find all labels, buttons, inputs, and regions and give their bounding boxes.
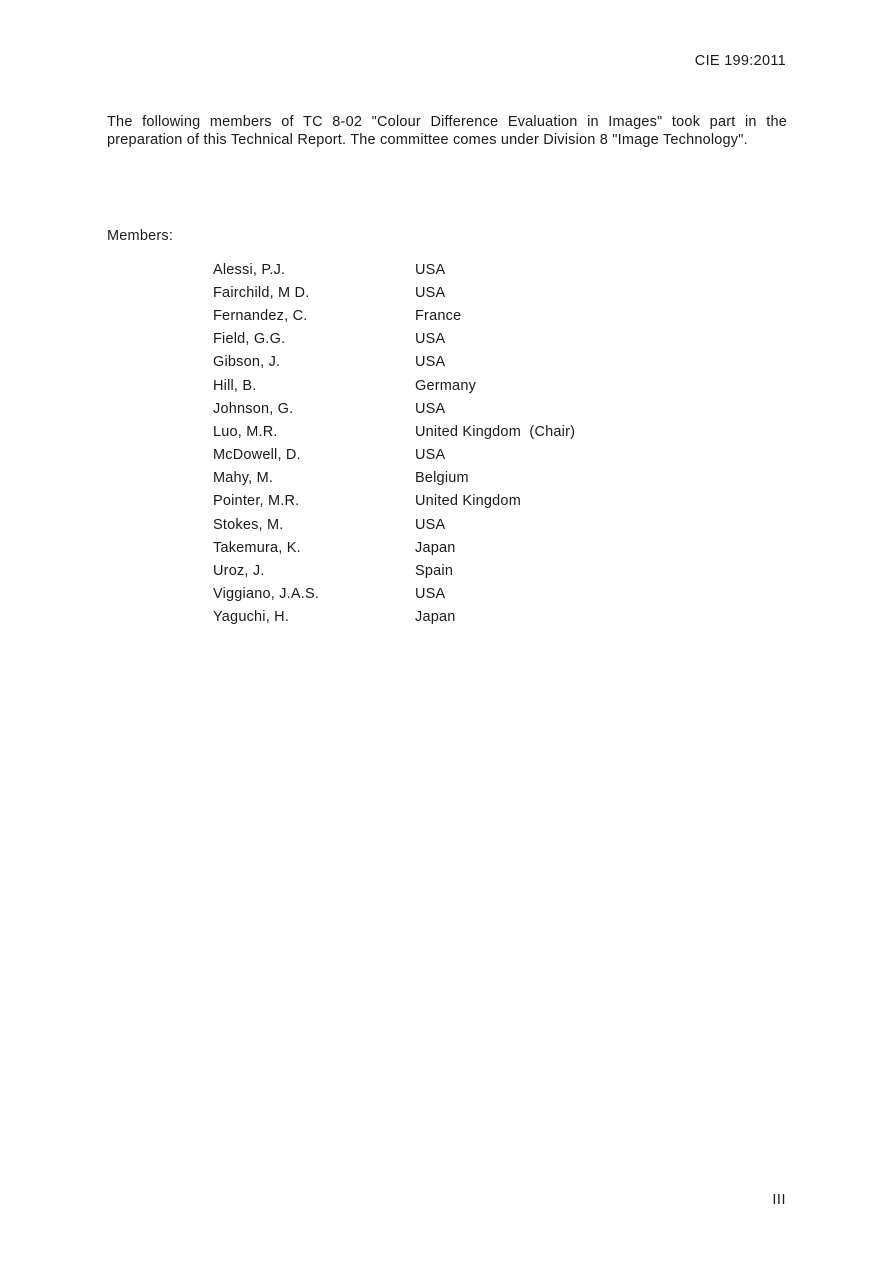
member-name: Fernandez, C. <box>213 307 308 324</box>
member-name: Pointer, M.R. <box>213 493 300 510</box>
member-country: USA <box>415 354 446 371</box>
member-name: McDowell, D. <box>213 447 301 464</box>
member-row <box>213 513 575 536</box>
member-country: Spain <box>415 563 454 580</box>
member-row <box>213 258 575 281</box>
member-country: Japan <box>415 539 456 556</box>
member-country: USA <box>415 284 446 301</box>
member-country: United Kingdom (Chair) <box>415 423 576 440</box>
document-reference: CIE 199:2011 <box>694 53 786 69</box>
member-row <box>213 397 575 420</box>
member-row <box>213 490 575 513</box>
member-row <box>213 467 575 490</box>
member-name: Alessi, P.J. <box>213 261 286 278</box>
member-country: USA <box>415 516 446 533</box>
member-country: France <box>415 307 462 324</box>
member-name: Field, G.G. <box>213 331 286 348</box>
members-list <box>213 258 575 629</box>
member-row <box>213 444 575 467</box>
member-name: Mahy, M. <box>213 470 274 487</box>
intro-paragraph: The following members of TC 8-02 "Colour Difference Evaluation in Images" took part in the preparation of this Technical Report. The committee comes under Division 8 "Image Technology". <box>107 114 787 148</box>
member-name: Takemura, K. <box>213 539 301 556</box>
member-row <box>213 328 575 351</box>
member-name: Johnson, G. <box>213 400 294 417</box>
member-row <box>213 304 575 327</box>
member-country: Germany <box>415 377 477 394</box>
member-name: Gibson, J. <box>213 354 281 371</box>
member-row <box>213 420 575 443</box>
member-name: Uroz, J. <box>213 563 265 580</box>
member-row <box>213 559 575 582</box>
member-country: Japan <box>415 609 456 626</box>
page-number: III <box>772 1192 786 1208</box>
member-country: USA <box>415 586 446 603</box>
member-row <box>213 351 575 374</box>
member-row <box>213 536 575 559</box>
member-name: Stokes, M. <box>213 516 284 533</box>
member-row <box>213 374 575 397</box>
member-row <box>213 281 575 304</box>
member-name: Luo, M.R. <box>213 423 278 440</box>
member-row <box>213 606 575 629</box>
member-country: USA <box>415 331 446 348</box>
member-country: USA <box>415 447 446 464</box>
member-country: Belgium <box>415 470 469 487</box>
member-name: Viggiano, J.A.S. <box>213 586 320 603</box>
member-country: USA <box>415 261 446 278</box>
member-name: Hill, B. <box>213 377 257 394</box>
member-country: USA <box>415 400 446 417</box>
member-country: United Kingdom <box>415 493 521 510</box>
member-row <box>213 583 575 606</box>
members-heading: Members: <box>107 228 174 244</box>
member-name: Yaguchi, H. <box>213 609 290 626</box>
member-name: Fairchild, M D. <box>213 284 310 301</box>
